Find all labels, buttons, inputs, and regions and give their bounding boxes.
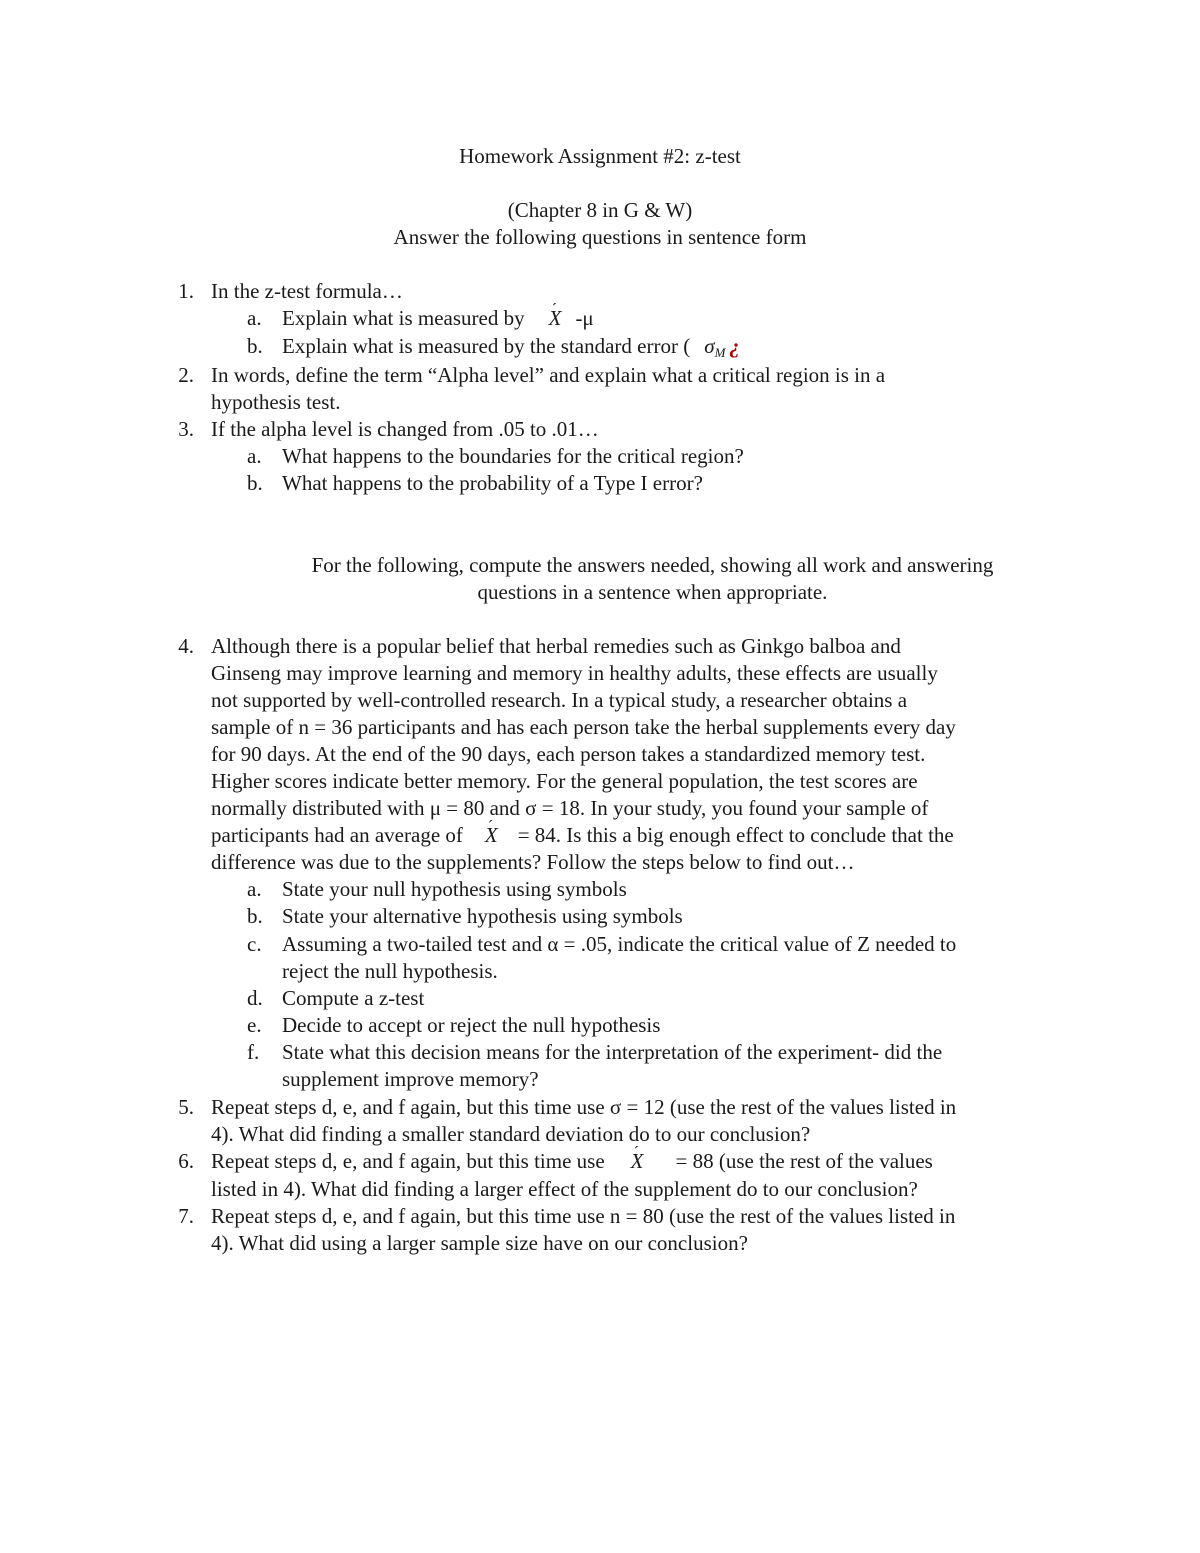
q1a-label: a. (247, 306, 262, 330)
q2-line2: hypothesis test. (211, 390, 341, 414)
compute-instructions-line2: questions in a sentence when appropriate. (477, 580, 828, 604)
q3b-text: What happens to the probability of a Type I error? (282, 471, 703, 495)
xbar-symbol: ´ X (631, 1148, 644, 1175)
q1b-label: b. (247, 334, 263, 358)
sigma-subscript: M (714, 345, 726, 360)
q6-line1-pre: Repeat steps d, e, and f again, but this time use (211, 1149, 605, 1173)
instructions-heading: Answer the following questions in sentence form (393, 225, 807, 249)
q1-text: In the z-test formula… (211, 279, 403, 303)
q3b-label: b. (247, 471, 263, 495)
q1a-text-main: Explain what is measured by (282, 306, 525, 330)
mu-symbol: -μ (575, 306, 594, 330)
xbar-symbol: ´ X (485, 822, 498, 849)
q4-step-label: c. (247, 932, 262, 956)
q5-line2: 4). What did finding a smaller standard deviation do to our conclusion? (211, 1122, 811, 1146)
q7-line1: Repeat steps d, e, and f again, but this time use n = 80 (use the rest of the values listed in (211, 1204, 956, 1228)
q4-step-text-cont: supplement improve memory? (282, 1067, 539, 1091)
broken-glyph: ¿ (729, 334, 740, 358)
q3a-label: a. (247, 444, 262, 468)
q2-number: 2. (178, 363, 194, 387)
q1a-text (282, 305, 594, 332)
q4-step-text: State your null hypothesis using symbols (282, 877, 627, 901)
q4-line-8-pre: participants had an average of (211, 823, 463, 847)
q4-line-8 (211, 822, 954, 849)
q6-line2: listed in 4). What did finding a larger effect of the supplement do to our conclusion? (211, 1177, 918, 1201)
sigma-symbol: σ (704, 334, 715, 358)
q4-line: normally distributed with μ = 80 and σ = 18. In your study, you found your sample of (211, 796, 929, 820)
q4-line: Higher scores indicate better memory. For the general population, the test scores are (211, 769, 918, 793)
q6-line1 (211, 1148, 933, 1175)
q4-step-text: State your alternative hypothesis using symbols (282, 904, 683, 928)
chapter-reference: (Chapter 8 in G & W) (507, 198, 693, 222)
q4-line: Ginseng may improve learning and memory in healthy adults, these effects are usually (211, 661, 938, 685)
q5-number: 5. (178, 1095, 194, 1119)
q5-line1: Repeat steps d, e, and f again, but this time use σ = 12 (use the rest of the values listed in (211, 1095, 957, 1119)
q4-line: Although there is a popular belief that herbal remedies such as Ginkgo balboa and (211, 634, 901, 658)
q4-step-label: d. (247, 986, 263, 1010)
page-title: Homework Assignment #2: z-test (459, 144, 741, 168)
q4-step-label: f. (247, 1040, 260, 1064)
q4-step-text-cont: reject the null hypothesis. (282, 959, 498, 983)
q3a-text: What happens to the boundaries for the critical region? (282, 444, 744, 468)
q4-step-text: Compute a z-test (282, 986, 425, 1010)
q4-line: not supported by well-controlled research. In a typical study, a researcher obtains a (211, 688, 908, 712)
q4-step-text: Decide to accept or reject the null hypothesis (282, 1013, 661, 1037)
q4-step-label: e. (247, 1013, 262, 1037)
q1-number: 1. (178, 279, 194, 303)
q7-line2: 4). What did using a larger sample size have on our conclusion? (211, 1231, 748, 1255)
q6-line1-post: = 88 (use the rest of the values (675, 1149, 933, 1173)
q1b-text-main: Explain what is measured by the standard error ( (282, 334, 691, 358)
compute-instructions-line1: For the following, compute the answers needed, showing all work and answering (311, 553, 994, 577)
q2-line1: In words, define the term “Alpha level” and explain what a critical region is in a (211, 363, 886, 387)
q3-text: If the alpha level is changed from .05 to .01… (211, 417, 599, 441)
q4-line: for 90 days. At the end of the 90 days, each person takes a standardized memory test. (211, 742, 926, 766)
q7-number: 7. (178, 1204, 194, 1228)
q4-line-8-post: = 84. Is this a big enough effect to conclude that the (517, 823, 954, 847)
q6-number: 6. (178, 1149, 194, 1173)
q4-line: sample of n = 36 participants and has each person take the herbal supplements every day (211, 715, 956, 739)
q4-step-text: Assuming a two-tailed test and α = .05, indicate the critical value of Z needed to (282, 932, 957, 956)
q4-step-label: a. (247, 877, 262, 901)
q4-step-text: State what this decision means for the interpretation of the experiment- did the (282, 1040, 943, 1064)
q4-line-9: difference was due to the supplements? Follow the steps below to find out… (211, 850, 855, 874)
xbar-symbol: ´ X (549, 305, 562, 332)
q3-number: 3. (178, 417, 194, 441)
q4-step-label: b. (247, 904, 263, 928)
q4-number: 4. (178, 634, 194, 658)
